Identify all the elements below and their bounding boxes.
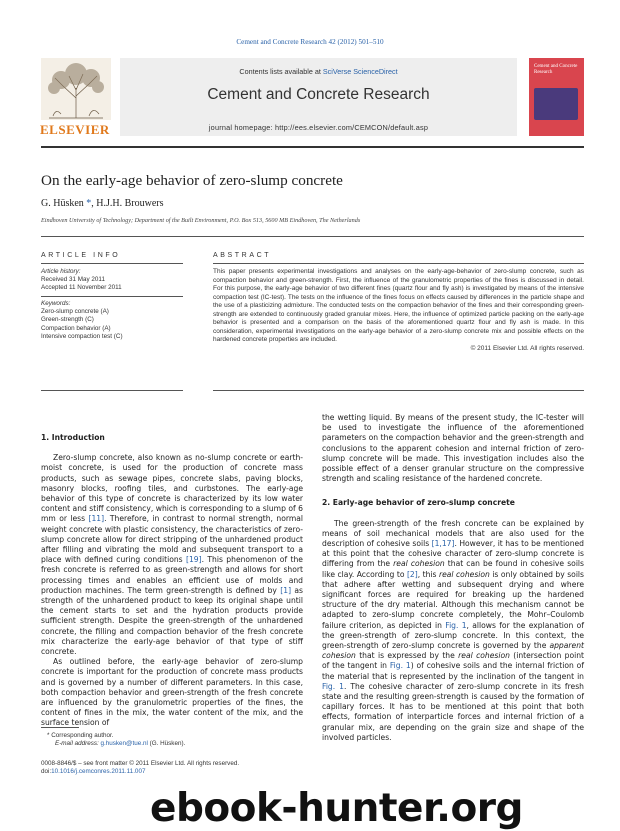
issn-block xyxy=(41,760,341,777)
accepted-date: Accepted 11 November 2011 xyxy=(41,284,122,292)
footnote-text: Corresponding author. xyxy=(49,732,114,739)
section-heading: 1. Introduction xyxy=(41,433,105,442)
text-run: . This phenomenon of the fresh concrete is referred to as green-strength and allows for short processing times and enables an efficient use of molds and production machines. The term green-strength is defined by xyxy=(41,555,303,595)
cover-image xyxy=(534,88,578,120)
text-run: Zero-slump concrete, also known as no-slump concrete or earth-moist concrete, is used for the production of concrete mass products, such as sewage pipes, concrete slabs, paving blocks, masonry blocks, roofing tiles, and curbstones. The early-age behavior of this type of concrete is characterized by its low water content and stiff consistency, which is corresponding to a slump of 6 mm or less xyxy=(41,453,303,524)
citation-link[interactable]: [1,17] xyxy=(431,539,455,549)
publisher-name: ELSEVIER xyxy=(40,122,110,137)
text-run: The green-strength of the fresh concrete can be explained by means of soil mechanical models that are also used for the description of cohesive soils xyxy=(322,518,584,549)
doi-link[interactable]: 10.1016/j.cemconres.2011.11.007 xyxy=(51,768,146,776)
affiliation: Eindhoven University of Technology; Department of the Built Environment, P.O. Box 513, 5600 MB Eindhoven, The Netherlands xyxy=(41,217,361,224)
text-run: . However, it has to be mentioned at this point that the cohesive character of zero-slump concrete is differing from the xyxy=(322,539,585,569)
tree-icon xyxy=(41,58,111,120)
emphasis: real cohesion xyxy=(458,651,510,661)
footnote-divider xyxy=(41,727,79,728)
doi-line xyxy=(41,768,341,776)
journal-homepage-line xyxy=(120,123,517,132)
contents-prefix: Contents lists available at xyxy=(239,67,323,76)
body-left-column xyxy=(41,433,303,729)
author-list xyxy=(41,198,164,209)
text-run: that can be found in cohesive soils like clay. According to xyxy=(322,559,584,579)
paragraph: the wetting liquid. By means of the present study, the IC-tester will be used to investigate the influence of the aforementioned parameters on the compaction behavior and the green-strength and conclusions to the apparent cohesion and internal friction of zero-slump concrete will be made. This investigation includes also the possible effect of a denser granular structure on the compressive strength and scaling resistance of the hardened concrete. xyxy=(322,413,584,484)
doi-prefix: doi: xyxy=(41,768,52,776)
text-run: ) of cohesive soils and the internal friction of the material that is represented by the inclination of the tangent in xyxy=(322,661,584,681)
section-heading: 2. Early-age behavior of zero-slump concrete xyxy=(322,498,515,508)
citation-link[interactable]: [19] xyxy=(186,555,202,565)
keywords-label: Keywords: xyxy=(41,300,71,308)
info-divider xyxy=(41,296,183,297)
header-divider xyxy=(41,146,584,148)
emphasis: real cohesion xyxy=(438,569,490,579)
author-name: G. Hüsken xyxy=(41,198,87,209)
text-run: , this xyxy=(417,569,439,579)
title-divider xyxy=(41,236,584,237)
emphasis: real cohesion xyxy=(393,559,445,569)
journal-reference[interactable]: Cement and Concrete Research 42 (2012) 501–510 xyxy=(236,38,384,46)
abstract-label: ABSTRACT xyxy=(213,252,272,259)
paragraph xyxy=(322,519,584,743)
email-link[interactable]: g.husken@tue.nl xyxy=(100,740,148,748)
abstract-bottom-divider xyxy=(213,390,584,391)
received-date: Received 31 May 2011 xyxy=(41,276,105,284)
watermark: ebook-hunter.org xyxy=(150,786,523,831)
cover-title: Cement and Concrete Research xyxy=(534,64,578,75)
info-divider xyxy=(41,263,183,264)
abstract xyxy=(213,268,584,353)
citation-link[interactable]: [1] xyxy=(280,585,292,595)
author-name: , H.J.H. Brouwers xyxy=(91,198,164,209)
issn-line: 0008-8846/$ – see front matter © 2011 Elsevier Ltd. All rights reserved. xyxy=(41,760,240,767)
figure-link[interactable]: Fig. 1 xyxy=(389,661,411,671)
paragraph xyxy=(41,453,303,657)
text-run: is only obtained by soils that adhere after wetting and subsequent drying and where significant forces are required for breaking up the hardened structure of the dry material. Although this mechanism cannot be adapted to zero-slump concrete completely, the Mohr–Coulomb failure criterion, as depicted in xyxy=(322,569,584,630)
email-label: E-mail address: xyxy=(55,740,101,748)
article-title: On the early-age behavior of zero-slump concrete xyxy=(41,172,343,189)
info-bottom-divider xyxy=(41,390,183,391)
body-right-column xyxy=(322,413,584,743)
article-info-label: ARTICLE INFO xyxy=(41,252,121,259)
abstract-body: This paper presents experimental investigations and analyses on the early-age-behavior of zero-slump concrete, such as compaction behavior and green-strength. First, the influence of the granulometric properties of the fines is discussed in detail. For this purpose, the early-age behavior of two different fines (quartz flour and fly ash) is investigated by means of the intensive compaction test (IC-test). The tests on the influence of the fines focus on effects caused by differences in the particle shape and the use of a plasticizing admixture. The conducted tests on the compaction behavior of the fines and their corresponding green-strength are extended to continuously graded granular mixes. Here, the influence of optimized particle packing on the early-age behavior is presented and a comparison on the basis of the aforementioned quartz flour and fly ash is made. In this consideration, experimental investigations on the early-age behavior of a zero-slump concrete mix and possible effects on the hardened concrete properties are included. xyxy=(213,268,584,343)
figure-link[interactable]: Fig. 1 xyxy=(445,620,467,630)
text-run: . The cohesive character of zero-slump concrete in its fresh state and the resulting green-strength is caused by the formation of capillary forces. It has to be mentioned at this point that both effects, formation of interparticle forces and internal friction of a granular mix, are depending on the grain size and shape of the involved particles. xyxy=(322,681,584,742)
footnote-mark: * xyxy=(47,732,50,739)
text-run: . Therefore, in contrast to normal strength, normal weight concrete with plastic consistency, the characteristics of zero-slump concrete allow for direct stripping of the unhardened product after filling and vibrating the mold and subsequent transport to a place with defined curing conditions xyxy=(41,514,303,565)
abstract-copyright: © 2011 Elsevier Ltd. All rights reserved. xyxy=(470,344,584,352)
email-suffix: (G. Hüsken). xyxy=(147,740,186,748)
abstract-divider xyxy=(213,263,584,264)
text-run: that is expressed by the xyxy=(355,651,459,661)
journal-title: Cement and Concrete Research xyxy=(207,86,430,103)
figure-link[interactable]: Fig. 1 xyxy=(322,681,344,691)
text-run: (intersection point of the tangent in xyxy=(322,651,584,671)
keyword: Green-strength (C) xyxy=(41,316,94,324)
keyword: Compaction behavior (A) xyxy=(41,324,111,332)
sciencedirect-link[interactable]: SciVerse ScienceDirect xyxy=(322,67,398,76)
emphasis: apparent cohesion xyxy=(322,641,584,661)
homepage-url[interactable]: http://ees.elsevier.com/CEMCON/default.asp xyxy=(274,123,429,132)
paragraph: As outlined before, the early-age behavior of zero-slump concrete is important for the production of concrete mass products and is governed by a number of different parameters. In this case, both compaction behavior and green-strength of the fresh concrete are influenced by the granulometric properties of the fines, the content of fines in the mix, the water content of the mix, and the surface tension of xyxy=(41,657,303,728)
keyword: Intensive compaction test (C) xyxy=(41,332,123,340)
history-label: Article history: xyxy=(41,268,81,275)
homepage-prefix: journal homepage: xyxy=(208,123,275,132)
contents-line xyxy=(120,67,517,76)
journal-cover-thumbnail[interactable] xyxy=(529,58,584,136)
text-run: as strength of the unhardened product to keep its original shape until the cement starts to set and the hydration products provide sufficient strength. Despite the green-strength of the unhardened concrete, the filling and compaction behavior of the fresh concrete mix characterize the early-age behavior of that type of stiff concrete. xyxy=(41,585,303,657)
text-run: , allows for the explanation of the green-strength of zero-slump concrete. In this context, the green-strength of zero-slump concrete is governed by the xyxy=(322,620,584,651)
citation-link[interactable]: [11] xyxy=(88,514,105,524)
article-info xyxy=(41,268,181,341)
corresponding-author-mark[interactable]: * xyxy=(86,198,92,209)
keyword: Zero-slump concrete (A) xyxy=(41,308,109,316)
footnote xyxy=(41,732,303,749)
citation-link[interactable]: [2] xyxy=(406,569,418,579)
footnote-line xyxy=(41,732,303,740)
email-line xyxy=(41,740,303,748)
